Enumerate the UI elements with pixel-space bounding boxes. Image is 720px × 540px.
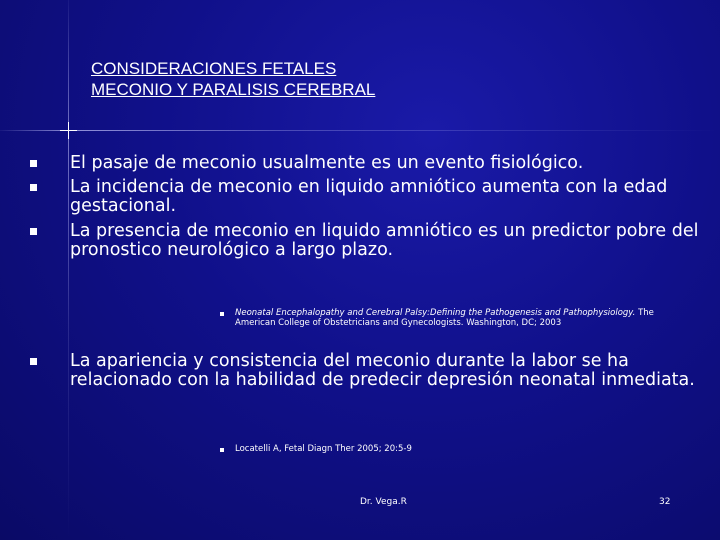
decorative-vertical-line: [68, 0, 69, 540]
bullet-square-icon: [220, 448, 224, 452]
slide-number: 32: [659, 497, 671, 507]
sparkle-icon: [60, 122, 77, 139]
bullet-square-icon: [30, 184, 37, 191]
bullet-square-icon: [30, 160, 37, 167]
decorative-horizontal-line: [0, 130, 720, 131]
bullet-text: La presencia de meconio en liquido amniótico es un predictor pobre del pronostico neurológico a largo plazo.: [70, 221, 699, 260]
reference-source: The American College of Obstetricians and Gynecologists. Washington, DC; 2003: [235, 308, 654, 328]
bullet-text: La apariencia y consistencia del meconio durante la labor se ha relacionado con la habilidad de predecir depresión neonatal inmediata.: [70, 351, 695, 390]
title-line-1: CONSIDERACIONES FETALES: [91, 59, 337, 78]
bullet-text: La incidencia de meconio en liquido amniótico aumenta con la edad gestacional.: [70, 177, 668, 216]
bullet-text: El pasaje de meconio usualmente es un evento fisiológico.: [70, 153, 584, 173]
title-line-2: MECONIO Y PARALISIS CEREBRAL: [91, 80, 376, 99]
bullet-square-icon: [30, 228, 37, 235]
reference-title: Neonatal Encephalopathy and Cerebral Palsy:Defining the Pathogenesis and Pathophysiology.: [235, 308, 636, 318]
bullet-square-icon: [30, 358, 37, 365]
slide-title: [91, 58, 375, 100]
footer-author: Dr. Vega.R: [360, 497, 407, 507]
reference-text: [235, 308, 685, 328]
reference-source: Locatelli A, Fetal Diagn Ther 2005; 20:5-9: [235, 444, 412, 454]
bullet-square-icon: [220, 312, 224, 316]
reference-text: [235, 444, 685, 454]
